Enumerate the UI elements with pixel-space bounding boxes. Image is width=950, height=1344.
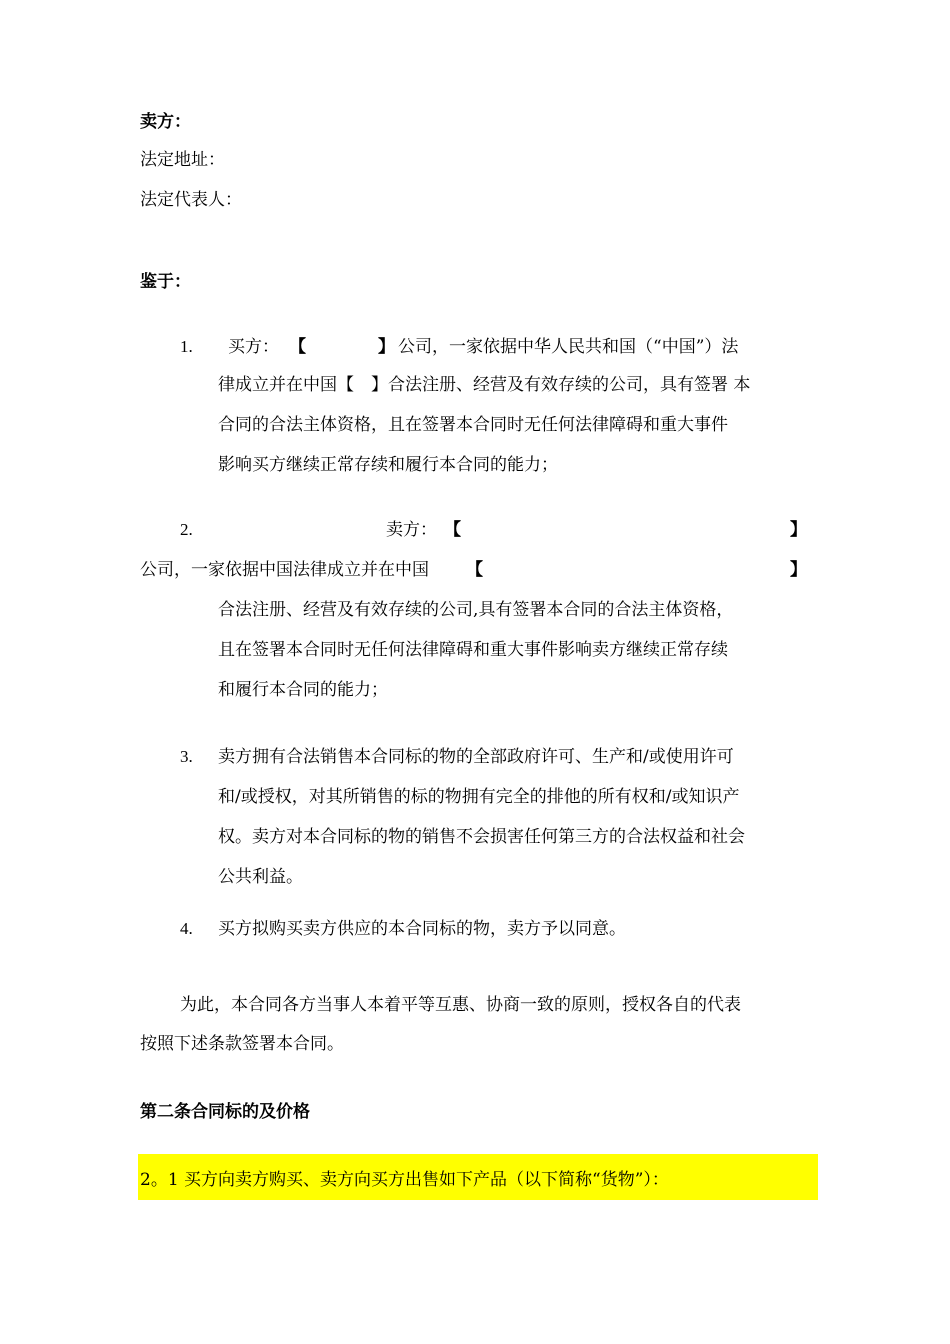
item-3-line-3: 权。卖方对本合同标的物的销售不会损害任何第三方的合法权益和社会: [218, 827, 745, 847]
closing-line-2: 按照下述条款签署本合同。: [140, 1034, 344, 1054]
item-2-line-2: 公司，一家依据中国法律成立并在中国: [140, 560, 429, 580]
item-3-number: 3.: [180, 747, 193, 766]
whereas-heading: 鉴于：: [140, 272, 191, 292]
closing-line-1: 为此，本合同各方当事人本着平等互惠、协商一致的原则，授权各自的代表: [180, 995, 741, 1015]
item-1-line-4: 影响买方继续正常存续和履行本合同的能力；: [218, 455, 558, 475]
item-2-close-bracket: 】: [790, 520, 807, 540]
item-3-line-1: 卖方拥有合法销售本合同标的物的全部政府许可、生产和/或使用许可: [218, 747, 734, 767]
clause-2-1-text: 2。1 买方向卖方购买、卖方向买方出售如下产品（以下简称“货物”）：: [140, 1170, 669, 1190]
item-1-buyer-label: 买方：: [228, 337, 279, 357]
seller-label: 卖方：: [140, 112, 191, 132]
item-4-line-1: 买方拟购买卖方供应的本合同标的物，卖方予以同意。: [218, 919, 626, 939]
item-2-line-5: 和履行本合同的能力；: [218, 680, 388, 700]
representative-label: 法定代表人：: [140, 190, 242, 210]
item-3-line-2: 和/或授权，对其所销售的标的物拥有完全的排他的所有权和/或知识产: [218, 787, 740, 807]
item-1-number: 1.: [180, 337, 193, 356]
item-4-number: 4.: [180, 919, 193, 938]
item-2-line-3: 合法注册、经营及有效存续的公司,具有签署本合同的合法主体资格，: [218, 600, 734, 620]
item-2-seller-label: 卖方：: [386, 520, 437, 540]
item-1-line-2: 律成立并在中国【 】合法注册、经营及有效存续的公司，具有签署 本: [218, 375, 751, 395]
item-1-close-bracket: 】: [378, 337, 395, 357]
address-label: 法定地址：: [140, 150, 225, 170]
item-2-line-2-close-bracket: 】: [790, 560, 807, 580]
item-2-number: 2.: [180, 520, 193, 539]
item-1-open-bracket: 【: [289, 337, 306, 357]
article-2-heading: 第二条合同标的及价格: [140, 1102, 310, 1122]
item-1-line-3: 合同的合法主体资格，且在签署本合同时无任何法律障碍和重大事件: [218, 415, 728, 435]
item-1-line-1-rest: 公司，一家依据中华人民共和国（“中国”）法: [398, 337, 739, 357]
item-2-line-4: 且在签署本合同时无任何法律障碍和重大事件影响卖方继续正常存续: [218, 640, 728, 660]
item-2-open-bracket: 【: [444, 520, 461, 540]
item-3-line-4: 公共利益。: [218, 867, 303, 887]
item-2-line-2-open-bracket: 【: [466, 560, 483, 580]
